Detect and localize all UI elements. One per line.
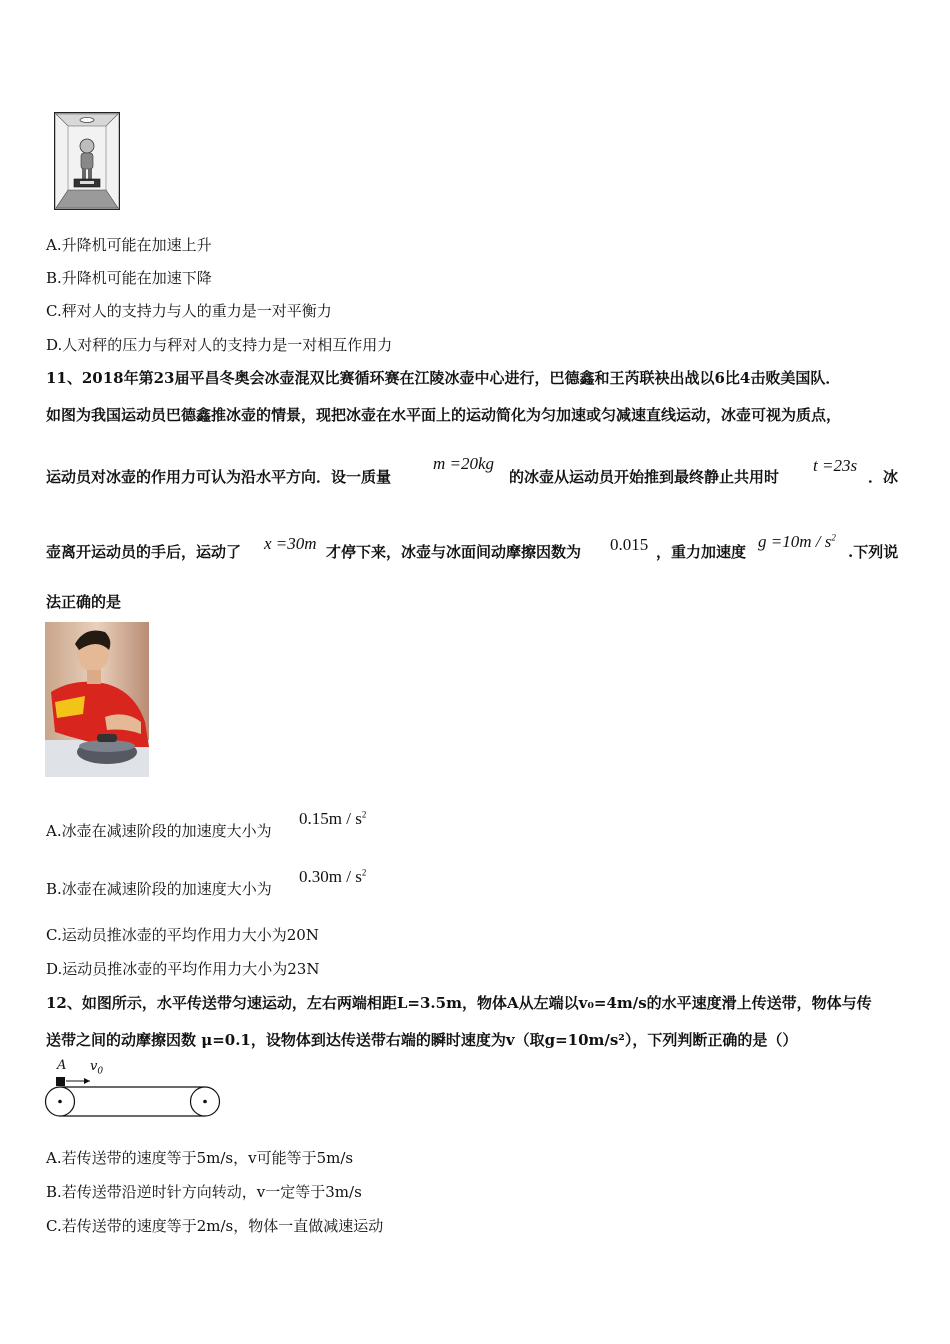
q11-gravity-formula xyxy=(758,532,836,552)
q11-mass-formula: m =20kg xyxy=(433,454,495,473)
q11-gravity-exponent: 2 xyxy=(831,532,836,543)
q11-gravity-value: g =10m / s xyxy=(758,532,832,551)
q11-line-4-a: 壶离开运动员的手后，运动了 xyxy=(46,543,242,561)
q11-line-4-b: 才停下来，冰壶与冰面间动摩擦因数为 xyxy=(326,543,582,561)
q11-option-c: C.运动员推冰壶的平均作用力大小为20N xyxy=(46,926,319,944)
q11-option-a-exponent: 2 xyxy=(361,809,367,820)
curling-photo xyxy=(45,622,149,777)
q11-option-b-exponent: 2 xyxy=(361,867,367,878)
conveyor-belt-figure xyxy=(44,1058,224,1120)
conveyor-label-subscript: 0 xyxy=(97,1066,104,1077)
q11-option-b-value: 0.30m / s xyxy=(299,867,362,886)
q11-time-formula: t =23s xyxy=(813,456,858,475)
q11-option-d: D.运动员推冰壶的平均作用力大小为23N xyxy=(46,960,320,978)
q10-option-a: A.升降机可能在加速上升 xyxy=(46,236,212,254)
q12-option-c: C.若传送带的速度等于2m/s，物体一直做减速运动 xyxy=(46,1217,384,1235)
q11-line-4-d: .下列说 xyxy=(848,543,899,561)
q12-option-b: B.若传送带沿逆时针方向转动，v一定等于3m/s xyxy=(46,1183,362,1201)
q11-line-5: 法正确的是 xyxy=(46,593,122,611)
conveyor-label-v: v xyxy=(90,1059,98,1074)
q11-line-3-a: 运动员对冰壶的作用力可认为沿水平方向．设一质量 xyxy=(46,468,392,486)
q11-line-4-c: ，重力加速度 xyxy=(656,543,747,561)
conveyor-label-a: A xyxy=(57,1058,67,1073)
q11-line-1: 11、2018年第23届平昌冬奥会冰壶混双比赛循环赛在江陵冰壶中心进行，巴德鑫和王芮联袂出战以6比4击败美国队． xyxy=(46,369,841,387)
q11-line-2: 如图为我国运动员巴德鑫推冰壶的情景，现把冰壶在水平面上的运动简化为匀加速或匀减速直线运动，冰壶可视为质点， xyxy=(46,406,842,424)
q11-line-3-b: 的冰壶从运动员开始推到最终静止共用时 xyxy=(509,468,780,486)
q12-option-a: A.若传送带的速度等于5m/s，v可能等于5m/s xyxy=(46,1149,354,1167)
q10-option-c: C.秤对人的支持力与人的重力是一对平衡力 xyxy=(46,302,332,320)
q10-option-b: B.升降机可能在加速下降 xyxy=(46,269,212,287)
q12-line-2: 送带之间的动摩擦因数 μ=0.1，设物体到达传送带右端的瞬时速度为v（取g=10m/s²），下列判断正确的是（） xyxy=(46,1031,798,1049)
q10-option-d: D.人对秤的压力与秤对人的支持力是一对相互作用力 xyxy=(46,336,393,354)
q11-option-a: A.冰壶在减速阶段的加速度大小为 xyxy=(46,822,272,840)
q12-line-1: 12、如图所示，水平传送带匀速运动，左右两端相距L=3.5m，物体A从左端以v₀=4m/s的水平速度滑上传送带，物体与传 xyxy=(46,994,872,1012)
q11-option-a-formula xyxy=(299,809,366,829)
conveyor-label-v0 xyxy=(90,1059,104,1077)
q11-line-3-c: ．冰 xyxy=(868,468,899,486)
q11-option-a-value: 0.15m / s xyxy=(299,809,362,828)
q11-option-b: B.冰壶在减速阶段的加速度大小为 xyxy=(46,880,272,898)
q11-option-b-formula xyxy=(299,867,366,887)
q11-distance-formula: x =30m xyxy=(264,534,317,553)
elevator-figure xyxy=(54,112,120,210)
q11-friction-coefficient: 0.015 xyxy=(610,535,649,554)
